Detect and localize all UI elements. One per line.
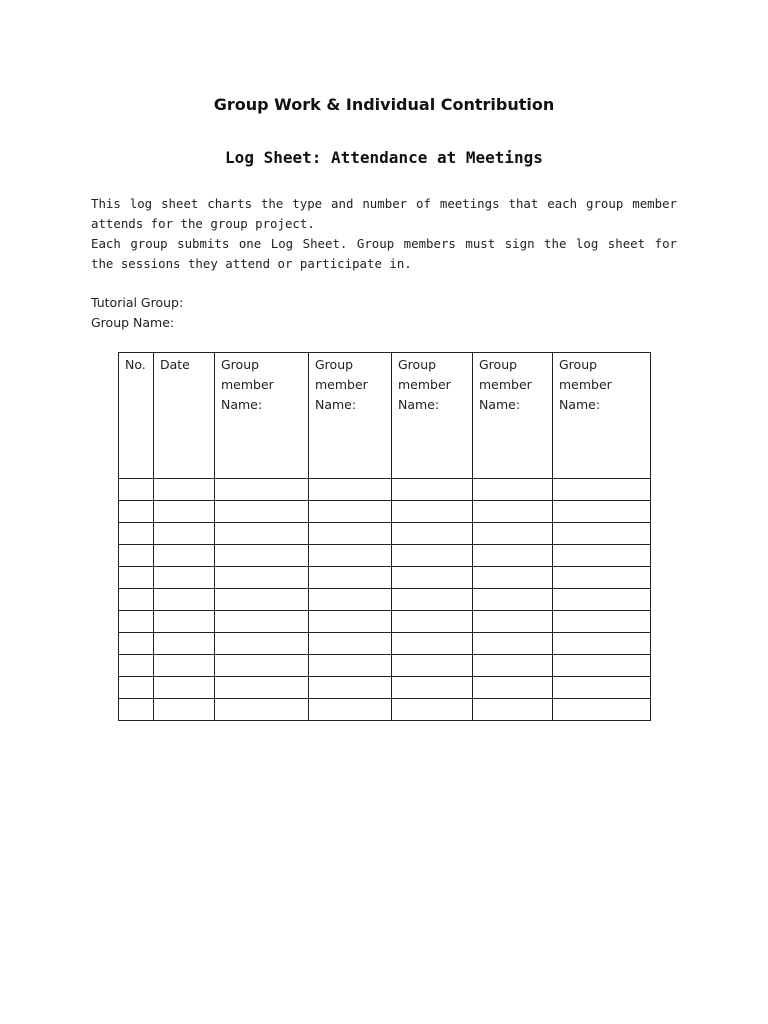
header-member-4-label: Group member Name: xyxy=(479,357,532,412)
table-cell[interactable] xyxy=(119,655,154,677)
table-cell[interactable] xyxy=(392,589,473,611)
header-date xyxy=(154,353,215,479)
table-cell[interactable] xyxy=(154,655,215,677)
table-cell[interactable] xyxy=(553,589,651,611)
table-cell[interactable] xyxy=(309,589,392,611)
table-cell[interactable] xyxy=(553,655,651,677)
table-cell[interactable] xyxy=(119,611,154,633)
table-cell[interactable] xyxy=(392,611,473,633)
tutorial-group-label: Tutorial Group: xyxy=(91,295,184,310)
table-cell[interactable] xyxy=(309,567,392,589)
header-member-1-label: Group member Name: xyxy=(221,357,274,412)
table-cell[interactable] xyxy=(309,479,392,501)
table-row xyxy=(119,611,651,633)
attendance-log-table xyxy=(118,352,651,721)
header-member-2-label: Group member Name: xyxy=(315,357,368,412)
table-cell[interactable] xyxy=(119,545,154,567)
table-row xyxy=(119,589,651,611)
table-header-row xyxy=(119,353,651,479)
table-row xyxy=(119,655,651,677)
table-cell[interactable] xyxy=(154,633,215,655)
table-cell[interactable] xyxy=(309,633,392,655)
table-cell[interactable] xyxy=(473,567,553,589)
table-cell[interactable] xyxy=(309,655,392,677)
table-cell[interactable] xyxy=(154,479,215,501)
table-row xyxy=(119,699,651,721)
table-body xyxy=(119,479,651,721)
table-cell[interactable] xyxy=(215,633,309,655)
header-member-5-label: Group member Name: xyxy=(559,357,612,412)
table-cell[interactable] xyxy=(392,633,473,655)
header-member-3-label: Group member Name: xyxy=(398,357,451,412)
table-cell[interactable] xyxy=(215,655,309,677)
table-row xyxy=(119,677,651,699)
table-cell[interactable] xyxy=(215,501,309,523)
table-cell[interactable] xyxy=(473,479,553,501)
table-row xyxy=(119,523,651,545)
table-cell[interactable] xyxy=(154,501,215,523)
table-cell[interactable] xyxy=(154,567,215,589)
table-row xyxy=(119,567,651,589)
table-cell[interactable] xyxy=(553,523,651,545)
table-cell[interactable] xyxy=(553,699,651,721)
table-cell[interactable] xyxy=(553,677,651,699)
table-cell[interactable] xyxy=(553,567,651,589)
table-cell[interactable] xyxy=(392,545,473,567)
group-name-label: Group Name: xyxy=(91,315,175,330)
table-cell[interactable] xyxy=(392,479,473,501)
table-cell[interactable] xyxy=(215,611,309,633)
table-cell[interactable] xyxy=(473,633,553,655)
table-row xyxy=(119,479,651,501)
table-cell[interactable] xyxy=(309,501,392,523)
intro-paragraph-1: This log sheet charts the type and number of meetings that each group member attends for the group project. xyxy=(91,196,677,231)
table-cell[interactable] xyxy=(392,523,473,545)
table-cell[interactable] xyxy=(392,501,473,523)
table-cell[interactable] xyxy=(119,567,154,589)
table-cell[interactable] xyxy=(215,677,309,699)
table-row xyxy=(119,633,651,655)
header-number-label: No. xyxy=(125,357,146,372)
table-cell[interactable] xyxy=(553,545,651,567)
document-subtitle: Log Sheet: Attendance at Meetings xyxy=(225,148,543,167)
table-cell[interactable] xyxy=(473,677,553,699)
table-cell[interactable] xyxy=(309,699,392,721)
table-cell[interactable] xyxy=(215,567,309,589)
header-date-label: Date xyxy=(160,357,190,372)
table-cell[interactable] xyxy=(154,611,215,633)
table-cell[interactable] xyxy=(473,545,553,567)
table-cell[interactable] xyxy=(309,677,392,699)
header-member-3 xyxy=(392,353,473,479)
table-cell[interactable] xyxy=(154,677,215,699)
table-cell[interactable] xyxy=(215,699,309,721)
header-member-5 xyxy=(553,353,651,479)
table-cell[interactable] xyxy=(473,655,553,677)
table-cell[interactable] xyxy=(473,501,553,523)
table-cell[interactable] xyxy=(154,699,215,721)
table-cell[interactable] xyxy=(215,545,309,567)
table-cell[interactable] xyxy=(119,523,154,545)
table-row xyxy=(119,501,651,523)
table-cell[interactable] xyxy=(119,589,154,611)
table-cell[interactable] xyxy=(215,479,309,501)
table-cell[interactable] xyxy=(553,501,651,523)
table-cell[interactable] xyxy=(553,611,651,633)
table-cell[interactable] xyxy=(309,611,392,633)
table-cell[interactable] xyxy=(473,523,553,545)
table-cell[interactable] xyxy=(119,633,154,655)
table-cell[interactable] xyxy=(215,589,309,611)
table-cell[interactable] xyxy=(392,699,473,721)
header-member-2 xyxy=(309,353,392,479)
table-cell[interactable] xyxy=(392,677,473,699)
intro-paragraph-2: Each group submits one Log Sheet. Group members must sign the log sheet for the sessions they attend or participate in. xyxy=(91,236,677,271)
table-cell[interactable] xyxy=(473,611,553,633)
header-member-4 xyxy=(473,353,553,479)
table-cell[interactable] xyxy=(473,699,553,721)
table-cell[interactable] xyxy=(392,567,473,589)
document-title: Group Work & Individual Contribution xyxy=(213,95,555,114)
header-member-1 xyxy=(215,353,309,479)
table-row xyxy=(119,545,651,567)
table-cell[interactable] xyxy=(309,545,392,567)
table-cell[interactable] xyxy=(553,633,651,655)
table-cell[interactable] xyxy=(392,655,473,677)
table-cell[interactable] xyxy=(119,501,154,523)
table-cell[interactable] xyxy=(119,677,154,699)
table-cell[interactable] xyxy=(119,479,154,501)
table-cell[interactable] xyxy=(309,523,392,545)
table-cell[interactable] xyxy=(215,523,309,545)
table-cell[interactable] xyxy=(473,589,553,611)
header-number xyxy=(119,353,154,479)
table-cell[interactable] xyxy=(553,479,651,501)
table-cell[interactable] xyxy=(154,523,215,545)
table-cell[interactable] xyxy=(154,545,215,567)
table-cell[interactable] xyxy=(119,699,154,721)
table-cell[interactable] xyxy=(154,589,215,611)
